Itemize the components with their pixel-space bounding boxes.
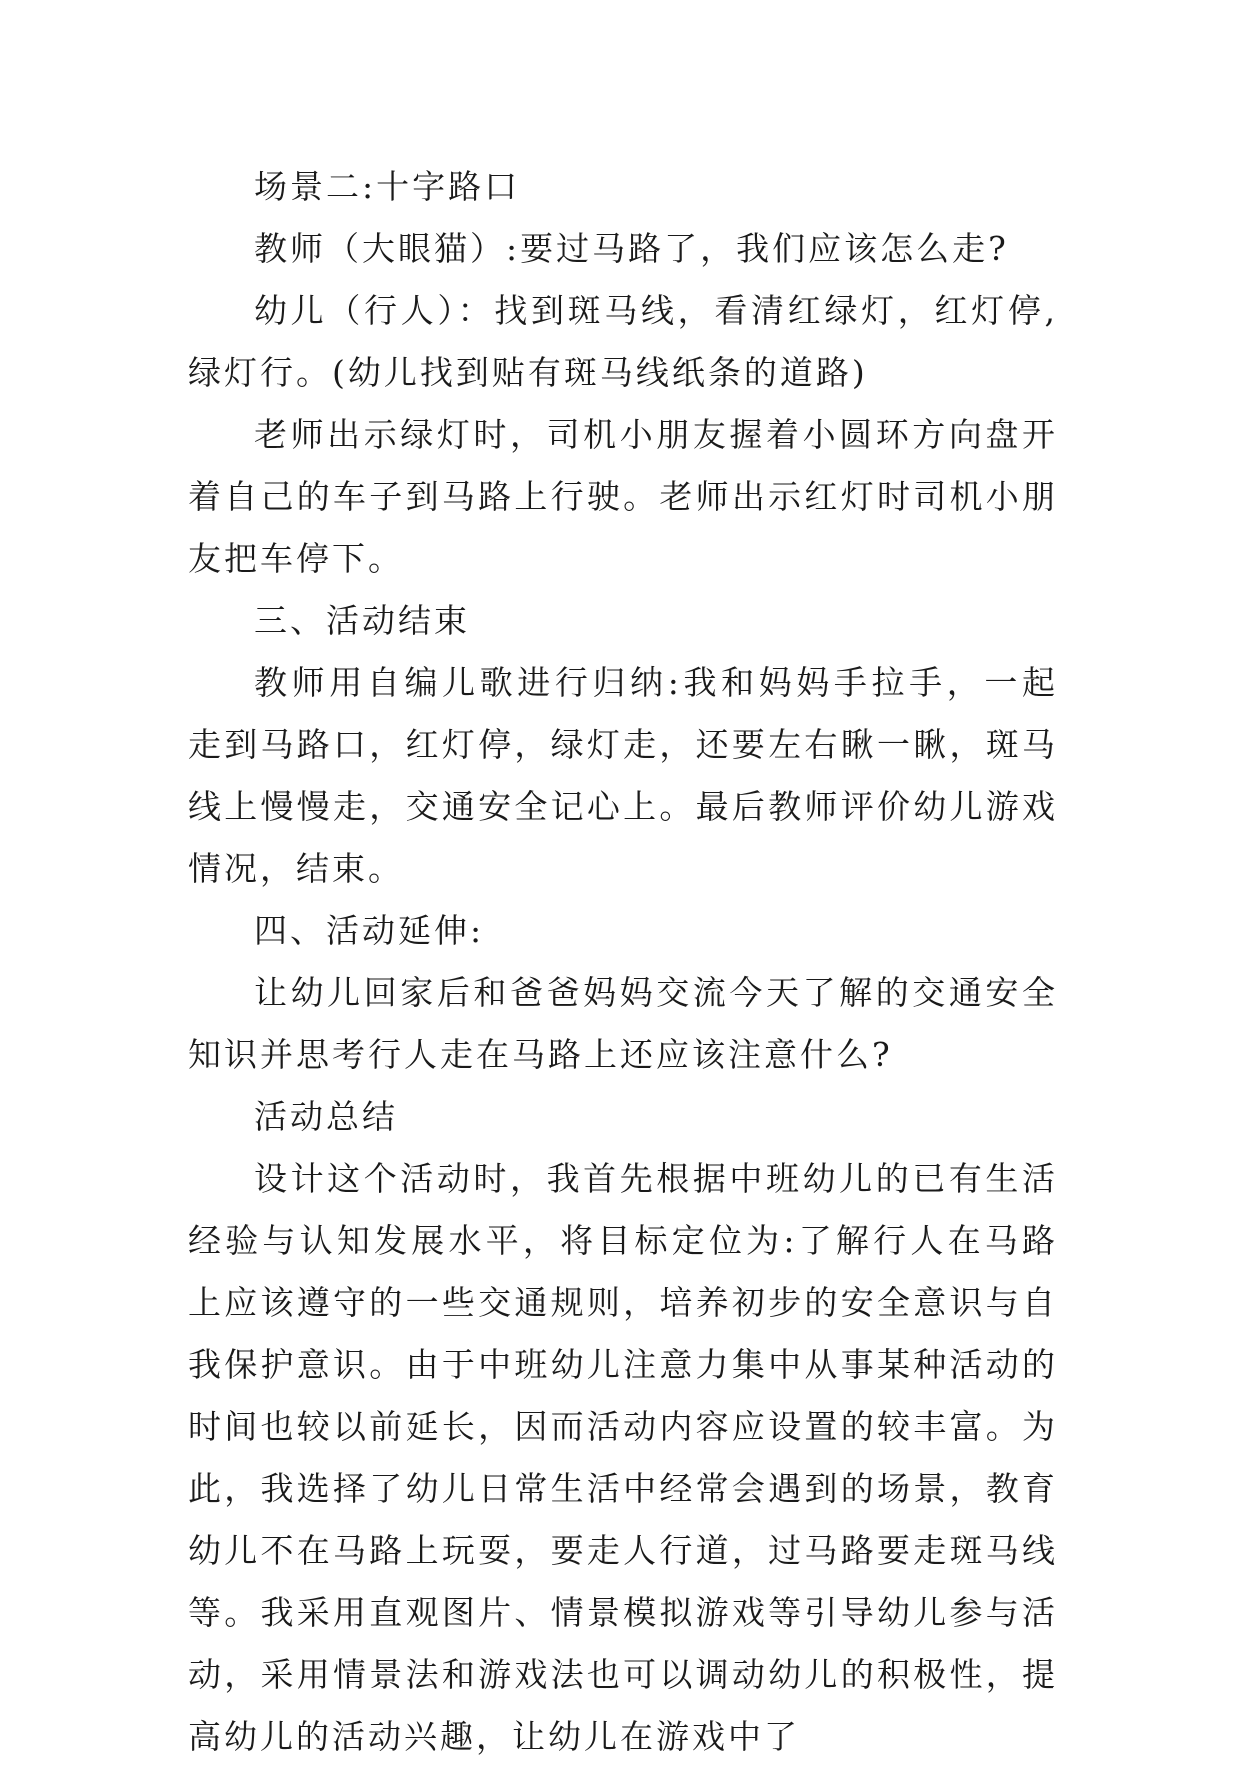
document-body xyxy=(188,156,1058,1768)
scene-two-heading: 场景二:十字路口 xyxy=(254,167,521,206)
child-line: 幼儿（行人）：找到斑马线，看清红绿灯，红灯停,绿灯行。(幼儿找到贴有斑马线纸条的道路) xyxy=(188,291,1058,392)
nursery-rhyme-paragraph: 教师用自编儿歌进行归纳:我和妈妈手拉手，一起走到马路口，红灯停，绿灯走，还要左右瞅一瞅，斑马线上慢慢走，交通安全记心上。最后教师评价幼儿游戏情况，结束。 xyxy=(188,663,1058,888)
section-three-heading: 三、活动结束 xyxy=(254,601,470,640)
summary-heading: 活动总结 xyxy=(254,1097,398,1136)
teacher-line: 教师（大眼猫）:要过马路了，我们应该怎么走? xyxy=(254,229,1009,268)
extension-paragraph: 让幼儿回家后和爸爸妈妈交流今天了解的交通安全知识并思考行人走在马路上还应该注意什么? xyxy=(188,973,1058,1074)
summary-paragraph: 设计这个活动时，我首先根据中班幼儿的已有生活经验与认知发展水平，将目标定位为:了解行人在马路上应该遵守的一些交通规则，培养初步的安全意识与自我保护意识。由于中班幼儿注意力集中从事某种活动的时间也较以前延长，因而活动内容应设置的较丰富。为此，我选择了幼儿日常生活中经常会遇到的场景，教育幼儿不在马路上玩耍，要走人行道，过马路要走斑马线等。我采用直观图片、情景模拟游戏等引导幼儿参与活动，采用情景法和游戏法也可以调动幼儿的积极性，提高幼儿的活动兴趣，让幼儿在游戏中了 xyxy=(188,1159,1058,1756)
section-four-heading: 四、活动延伸: xyxy=(254,911,485,950)
traffic-light-paragraph: 老师出示绿灯时，司机小朋友握着小圆环方向盘开着自己的车子到马路上行驶。老师出示红灯时司机小朋友把车停下。 xyxy=(188,415,1058,578)
